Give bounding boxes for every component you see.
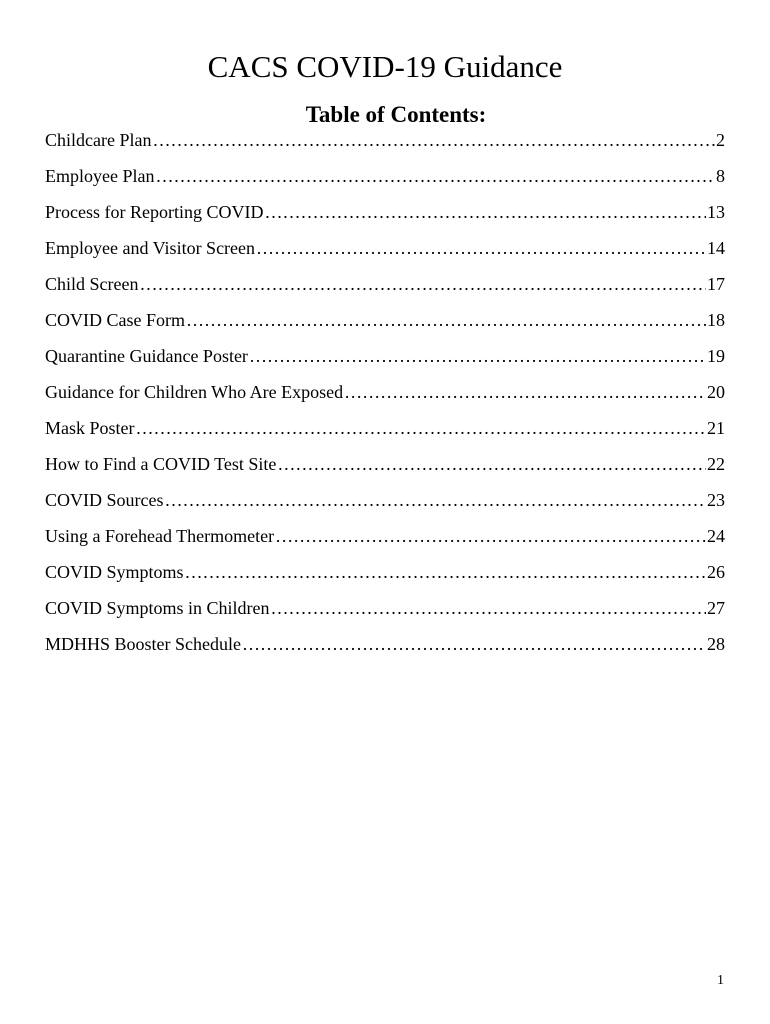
toc-dot-leader xyxy=(271,594,706,622)
toc-entry-label: COVID Symptoms xyxy=(45,562,184,582)
toc-entry-childcare-plan xyxy=(45,126,725,162)
toc-entry-label: COVID Case Form xyxy=(45,310,185,330)
toc-dot-leader xyxy=(165,486,707,514)
document-title: CACS COVID-19 Guidance xyxy=(207,49,563,84)
toc-dot-leader xyxy=(249,342,706,370)
toc-dot-leader xyxy=(344,378,706,406)
toc-entry-page: 24 xyxy=(707,526,725,546)
toc-entry-child-screen xyxy=(45,270,725,306)
page-number: 1 xyxy=(717,973,724,988)
toc-entry-label: Using a Forehead Thermometer xyxy=(45,526,275,546)
toc-dot-leader xyxy=(186,306,706,334)
toc-entry-page: 13 xyxy=(707,202,725,222)
toc-entry-page: 27 xyxy=(707,598,725,618)
toc-entry-label: MDHHS Booster Schedule xyxy=(45,634,241,654)
toc-entry-label: Guidance for Children Who Are Exposed xyxy=(45,382,344,402)
toc-entry-page: 22 xyxy=(707,454,725,474)
toc-dot-leader xyxy=(264,198,706,226)
toc-entry-page: 28 xyxy=(707,634,725,654)
toc-entry-label: Process for Reporting COVID xyxy=(45,202,264,222)
toc-entry-label: Mask Poster xyxy=(45,418,135,438)
toc-entry-quarantine-guidance-poster xyxy=(45,342,725,378)
toc-entry-page: 2 xyxy=(716,130,725,150)
toc-entry-page: 17 xyxy=(707,274,725,294)
toc-dot-leader xyxy=(152,126,715,154)
toc-entry-guidance-for-children-who-are-exposed xyxy=(45,378,725,414)
toc-entry-page: 21 xyxy=(707,418,725,438)
toc-entry-label: Quarantine Guidance Poster xyxy=(45,346,248,366)
toc-entry-process-for-reporting-covid xyxy=(45,198,725,234)
toc-entry-label: Childcare Plan xyxy=(45,130,152,150)
toc-entry-label: How to Find a COVID Test Site xyxy=(45,454,277,474)
toc-dot-leader xyxy=(277,450,706,478)
toc-entry-page: 14 xyxy=(707,238,725,258)
toc-dot-leader xyxy=(275,522,706,550)
toc-entry-mdhhs-booster-schedule xyxy=(45,630,725,666)
toc-entry-label: Child Screen xyxy=(45,274,139,294)
toc-entry-employee-and-visitor-screen xyxy=(45,234,725,270)
toc-dot-leader xyxy=(136,414,707,442)
toc-heading: Table of Contents: xyxy=(305,102,487,127)
toc-dot-leader xyxy=(185,558,706,586)
toc-entry-page: 23 xyxy=(707,490,725,510)
table-of-contents xyxy=(45,126,725,666)
toc-entry-covid-symptoms xyxy=(45,558,725,594)
toc-dot-leader xyxy=(139,270,706,298)
toc-dot-leader xyxy=(242,630,706,658)
toc-entry-page: 26 xyxy=(707,562,725,582)
toc-entry-page: 18 xyxy=(707,310,725,330)
toc-entry-mask-poster xyxy=(45,414,725,450)
toc-entry-page: 8 xyxy=(716,166,725,186)
toc-entry-covid-case-form xyxy=(45,306,725,342)
toc-entry-label: COVID Symptoms in Children xyxy=(45,598,270,618)
toc-entry-covid-sources xyxy=(45,486,725,522)
toc-entry-covid-symptoms-in-children xyxy=(45,594,725,630)
toc-entry-employee-plan xyxy=(45,162,725,198)
toc-entry-page: 19 xyxy=(707,346,725,366)
toc-dot-leader xyxy=(256,234,706,262)
toc-entry-label: Employee Plan xyxy=(45,166,155,186)
toc-entry-how-to-find-a-covid-test-site xyxy=(45,450,725,486)
toc-entry-label: COVID Sources xyxy=(45,490,164,510)
toc-entry-page: 20 xyxy=(707,382,725,402)
toc-entry-using-a-forehead-thermometer xyxy=(45,522,725,558)
toc-entry-label: Employee and Visitor Screen xyxy=(45,238,256,258)
toc-dot-leader xyxy=(155,162,715,190)
